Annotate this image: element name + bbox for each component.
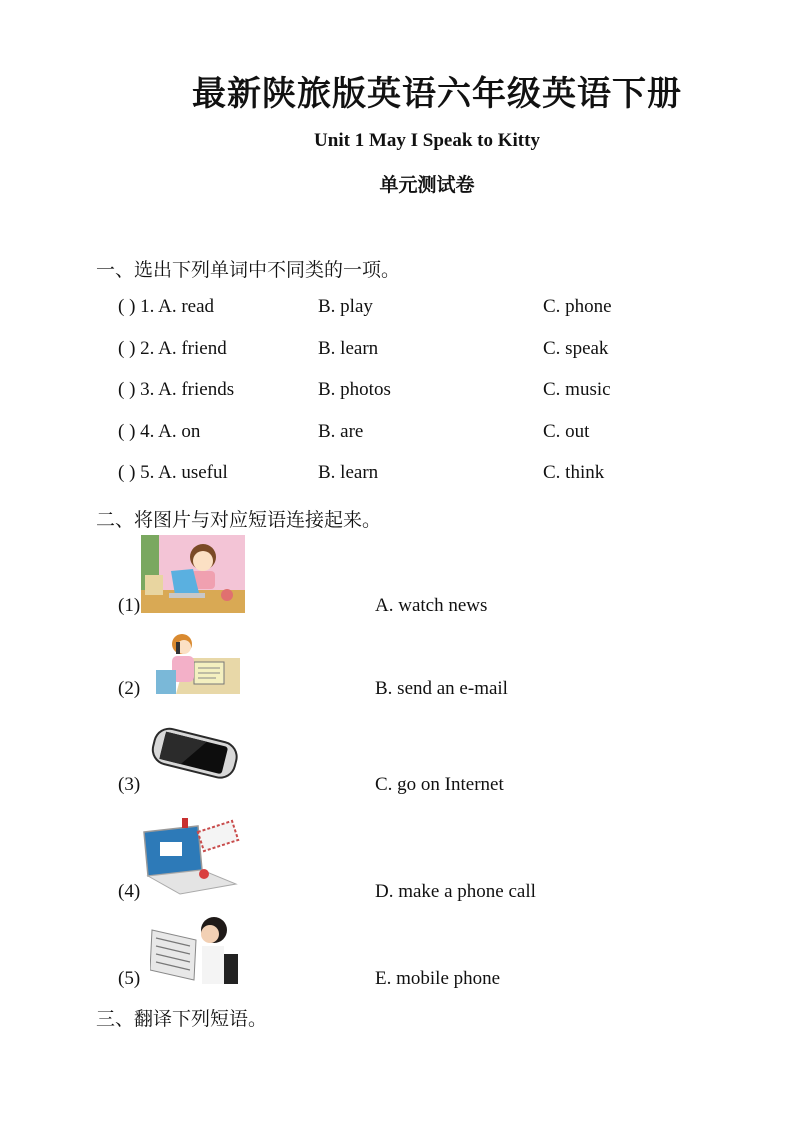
question-5-a: ( ) 5. A. useful [118,462,228,483]
match-item-4-number: (4) [118,881,141,902]
woman-reading-newspaper-picture [150,910,238,984]
question-1-a: ( ) 1. A. read [118,296,215,317]
section-1-heading: 一、选出下列单词中不同类的一项。 [96,260,401,281]
question-4-b: B. are [318,421,364,442]
mobile-phone-picture [144,712,244,792]
match-item-3-number: (3) [118,774,141,795]
question-3-b: B. photos [318,379,391,400]
question-1-c: C. phone [543,296,612,317]
question-5-b: B. learn [318,462,379,483]
girl-at-laptop-picture [141,535,245,613]
question-5-c: C. think [543,462,605,483]
question-2-b: B. learn [318,338,379,359]
match-phrase-d: D. make a phone call [375,881,536,902]
match-item-5-number: (5) [118,968,141,989]
paper-type: 单元测试卷 [379,175,475,196]
question-2-c: C. speak [543,338,609,359]
question-3-a: ( ) 3. A. friends [118,379,235,400]
question-1-b: B. play [318,296,373,317]
woman-on-phone-picture [146,630,242,694]
section-3-heading: 三、翻译下列短语。 [96,1009,268,1030]
match-phrase-b: B. send an e-mail [375,678,508,699]
question-3-c: C. music [543,379,611,400]
laptop-email-picture [140,814,240,898]
document-title: 最新陕旅版英语六年级英语下册 [192,76,682,113]
unit-title: Unit 1 May I Speak to Kitty [314,130,540,151]
match-item-1-number: (1) [118,595,141,616]
question-2-a: ( ) 2. A. friend [118,338,227,359]
match-item-2-number: (2) [118,678,141,699]
match-phrase-e: E. mobile phone [375,968,501,989]
match-phrase-c: C. go on Internet [375,774,504,795]
question-4-c: C. out [543,421,590,442]
section-2-heading: 二、将图片与对应短语连接起来。 [96,510,382,531]
question-4-a: ( ) 4. A. on [118,421,201,442]
match-phrase-a: A. watch news [375,595,488,616]
